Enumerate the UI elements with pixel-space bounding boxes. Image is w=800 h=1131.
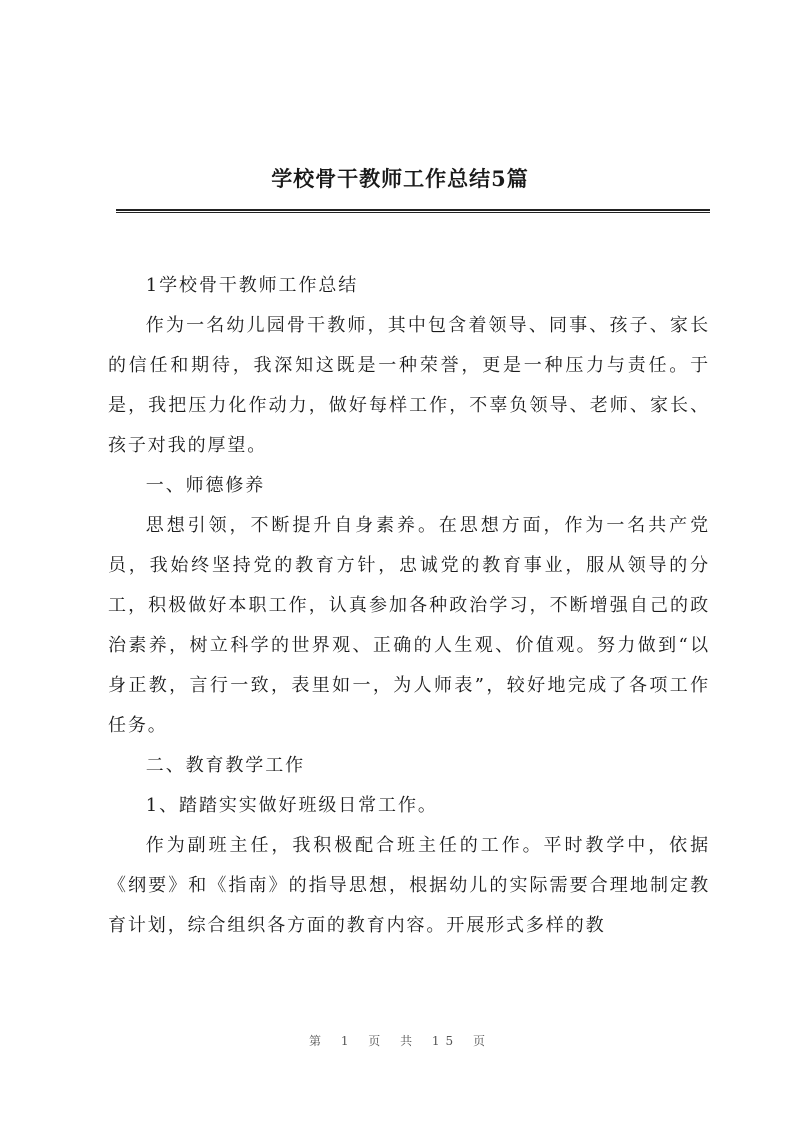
subsection-heading: 1、踏踏实实做好班级日常工作。 [145,795,438,816]
paragraph: 思想引领，不断提升自身素养。在思想方面，作为一名共产党员，我始终坚持党的教育方针，忠诚党的教育事业，服从领导的分工，积极做好本职工作，认真参加各种政治学习，不断增强自己的政治素养，树立科学的世界观、正确的人生观、价值观。努力做到“以身正教，言行一致，表里如一，为人师表”，较好地完成了各项工作任务。 [108,515,710,736]
document-title: 学校骨干教师工作总结5篇 [271,166,529,191]
section-heading: 1学校骨干教师工作总结 [145,275,359,296]
title-divider [116,209,710,213]
page-footer: 第 1 页 共 15 页 [309,1034,491,1048]
section-heading: 一、师德修养 [145,475,266,496]
paragraph: 作为一名幼儿园骨干教师，其中包含着领导、同事、孩子、家长的信任和期待，我深知这既是一种荣誉，更是一种压力与责任。于是，我把压力化作动力，做好每样工作，不辜负领导、老师、家长、孩子对我的厚望。 [108,315,710,456]
document-body [108,266,710,946]
section-heading: 二、教育教学工作 [145,755,305,776]
paragraph: 作为副班主任，我积极配合班主任的工作。平时教学中，依据《纲要》和《指南》的指导思想，根据幼儿的实际需要合理地制定教育计划，综合组织各方面的教育内容。开展形式多样的教 [108,835,710,936]
